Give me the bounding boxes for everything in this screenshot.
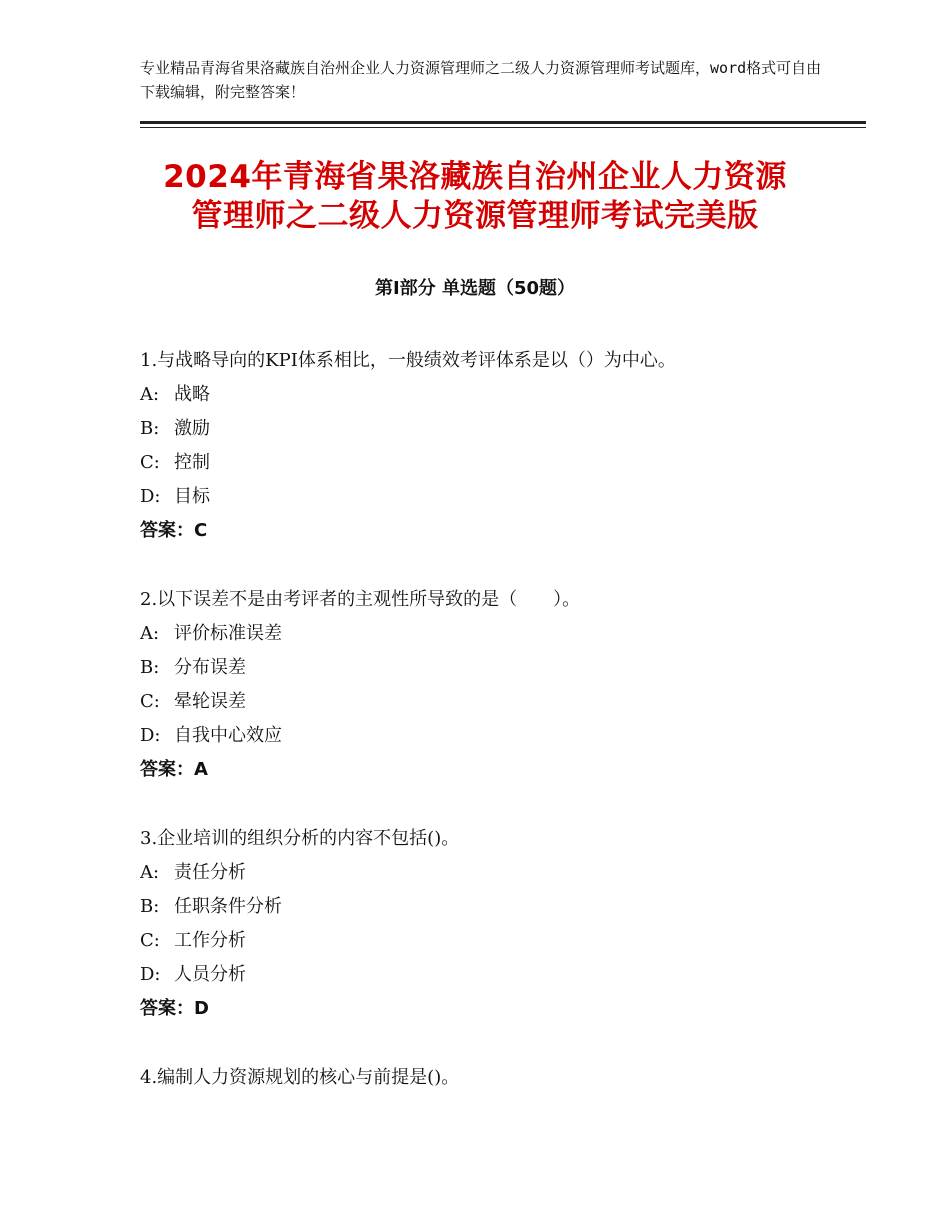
option-a: [140, 856, 840, 890]
option-c: [140, 685, 840, 719]
option-letter: A:: [140, 862, 160, 883]
option-text: 战略: [174, 384, 210, 405]
answer-line: 答案：A: [140, 759, 208, 780]
option-text: 任职条件分析: [174, 896, 282, 917]
option-letter: C:: [140, 452, 160, 473]
option-letter: D:: [140, 725, 161, 746]
question-list: [140, 344, 840, 1130]
option-text: 工作分析: [174, 930, 246, 951]
option-b: [140, 651, 840, 685]
option-b: [140, 890, 840, 924]
option-c: [140, 924, 840, 958]
option-d: [140, 480, 840, 514]
option-letter: B:: [140, 896, 160, 917]
option-letter: D:: [140, 486, 161, 507]
option-c: [140, 446, 840, 480]
answer-line: 答案：C: [140, 520, 208, 541]
question-stem: 3.企业培训的组织分析的内容不包括()。: [140, 828, 460, 849]
section-heading: 第Ⅰ部分 单选题（50题）: [374, 278, 575, 299]
question-3: [140, 822, 840, 1026]
option-text: 控制: [174, 452, 210, 473]
option-text: 分布误差: [174, 657, 246, 678]
option-letter: C:: [140, 691, 160, 712]
option-letter: A:: [140, 384, 160, 405]
option-text: 责任分析: [174, 862, 246, 883]
option-d: [140, 958, 840, 992]
option-letter: C:: [140, 930, 160, 951]
question-stem: 2.以下误差不是由考评者的主观性所导致的是（ ）。: [140, 589, 581, 610]
header-rule-thin: [140, 127, 866, 128]
option-text: 目标: [174, 486, 210, 507]
option-letter: A:: [140, 623, 160, 644]
option-d: [140, 719, 840, 753]
title-line-2: 管理师之二级人力资源管理师考试完美版: [191, 198, 759, 234]
option-b: [140, 412, 840, 446]
answer-line: 答案：D: [140, 998, 209, 1019]
question-2: [140, 583, 840, 787]
option-text: 评价标准误差: [174, 623, 282, 644]
option-letter: B:: [140, 657, 160, 678]
option-text: 人员分析: [174, 964, 246, 985]
option-letter: D:: [140, 964, 161, 985]
title-line-1: 2024年青海省果洛藏族自治州企业人力资源: [163, 159, 787, 195]
question-stem: 1.与战略导向的KPI体系相比，一般绩效考评体系是以（）为中心。: [140, 350, 676, 371]
question-stem: 4.编制人力资源规划的核心与前提是()。: [140, 1067, 460, 1088]
question-4: [140, 1061, 840, 1095]
option-text: 激励: [174, 418, 210, 439]
option-a: [140, 617, 840, 651]
option-a: [140, 378, 840, 412]
document-title: [100, 158, 850, 236]
option-text: 自我中心效应: [174, 725, 282, 746]
header-rule-thick: [140, 121, 866, 124]
question-1: [140, 344, 840, 548]
option-letter: B:: [140, 418, 160, 439]
option-text: 晕轮误差: [174, 691, 246, 712]
header-note: 专业精品青海省果洛藏族自治州企业人力资源管理师之二级人力资源管理师考试题库，word格式可自由下载编辑，附完整答案！: [140, 59, 822, 101]
